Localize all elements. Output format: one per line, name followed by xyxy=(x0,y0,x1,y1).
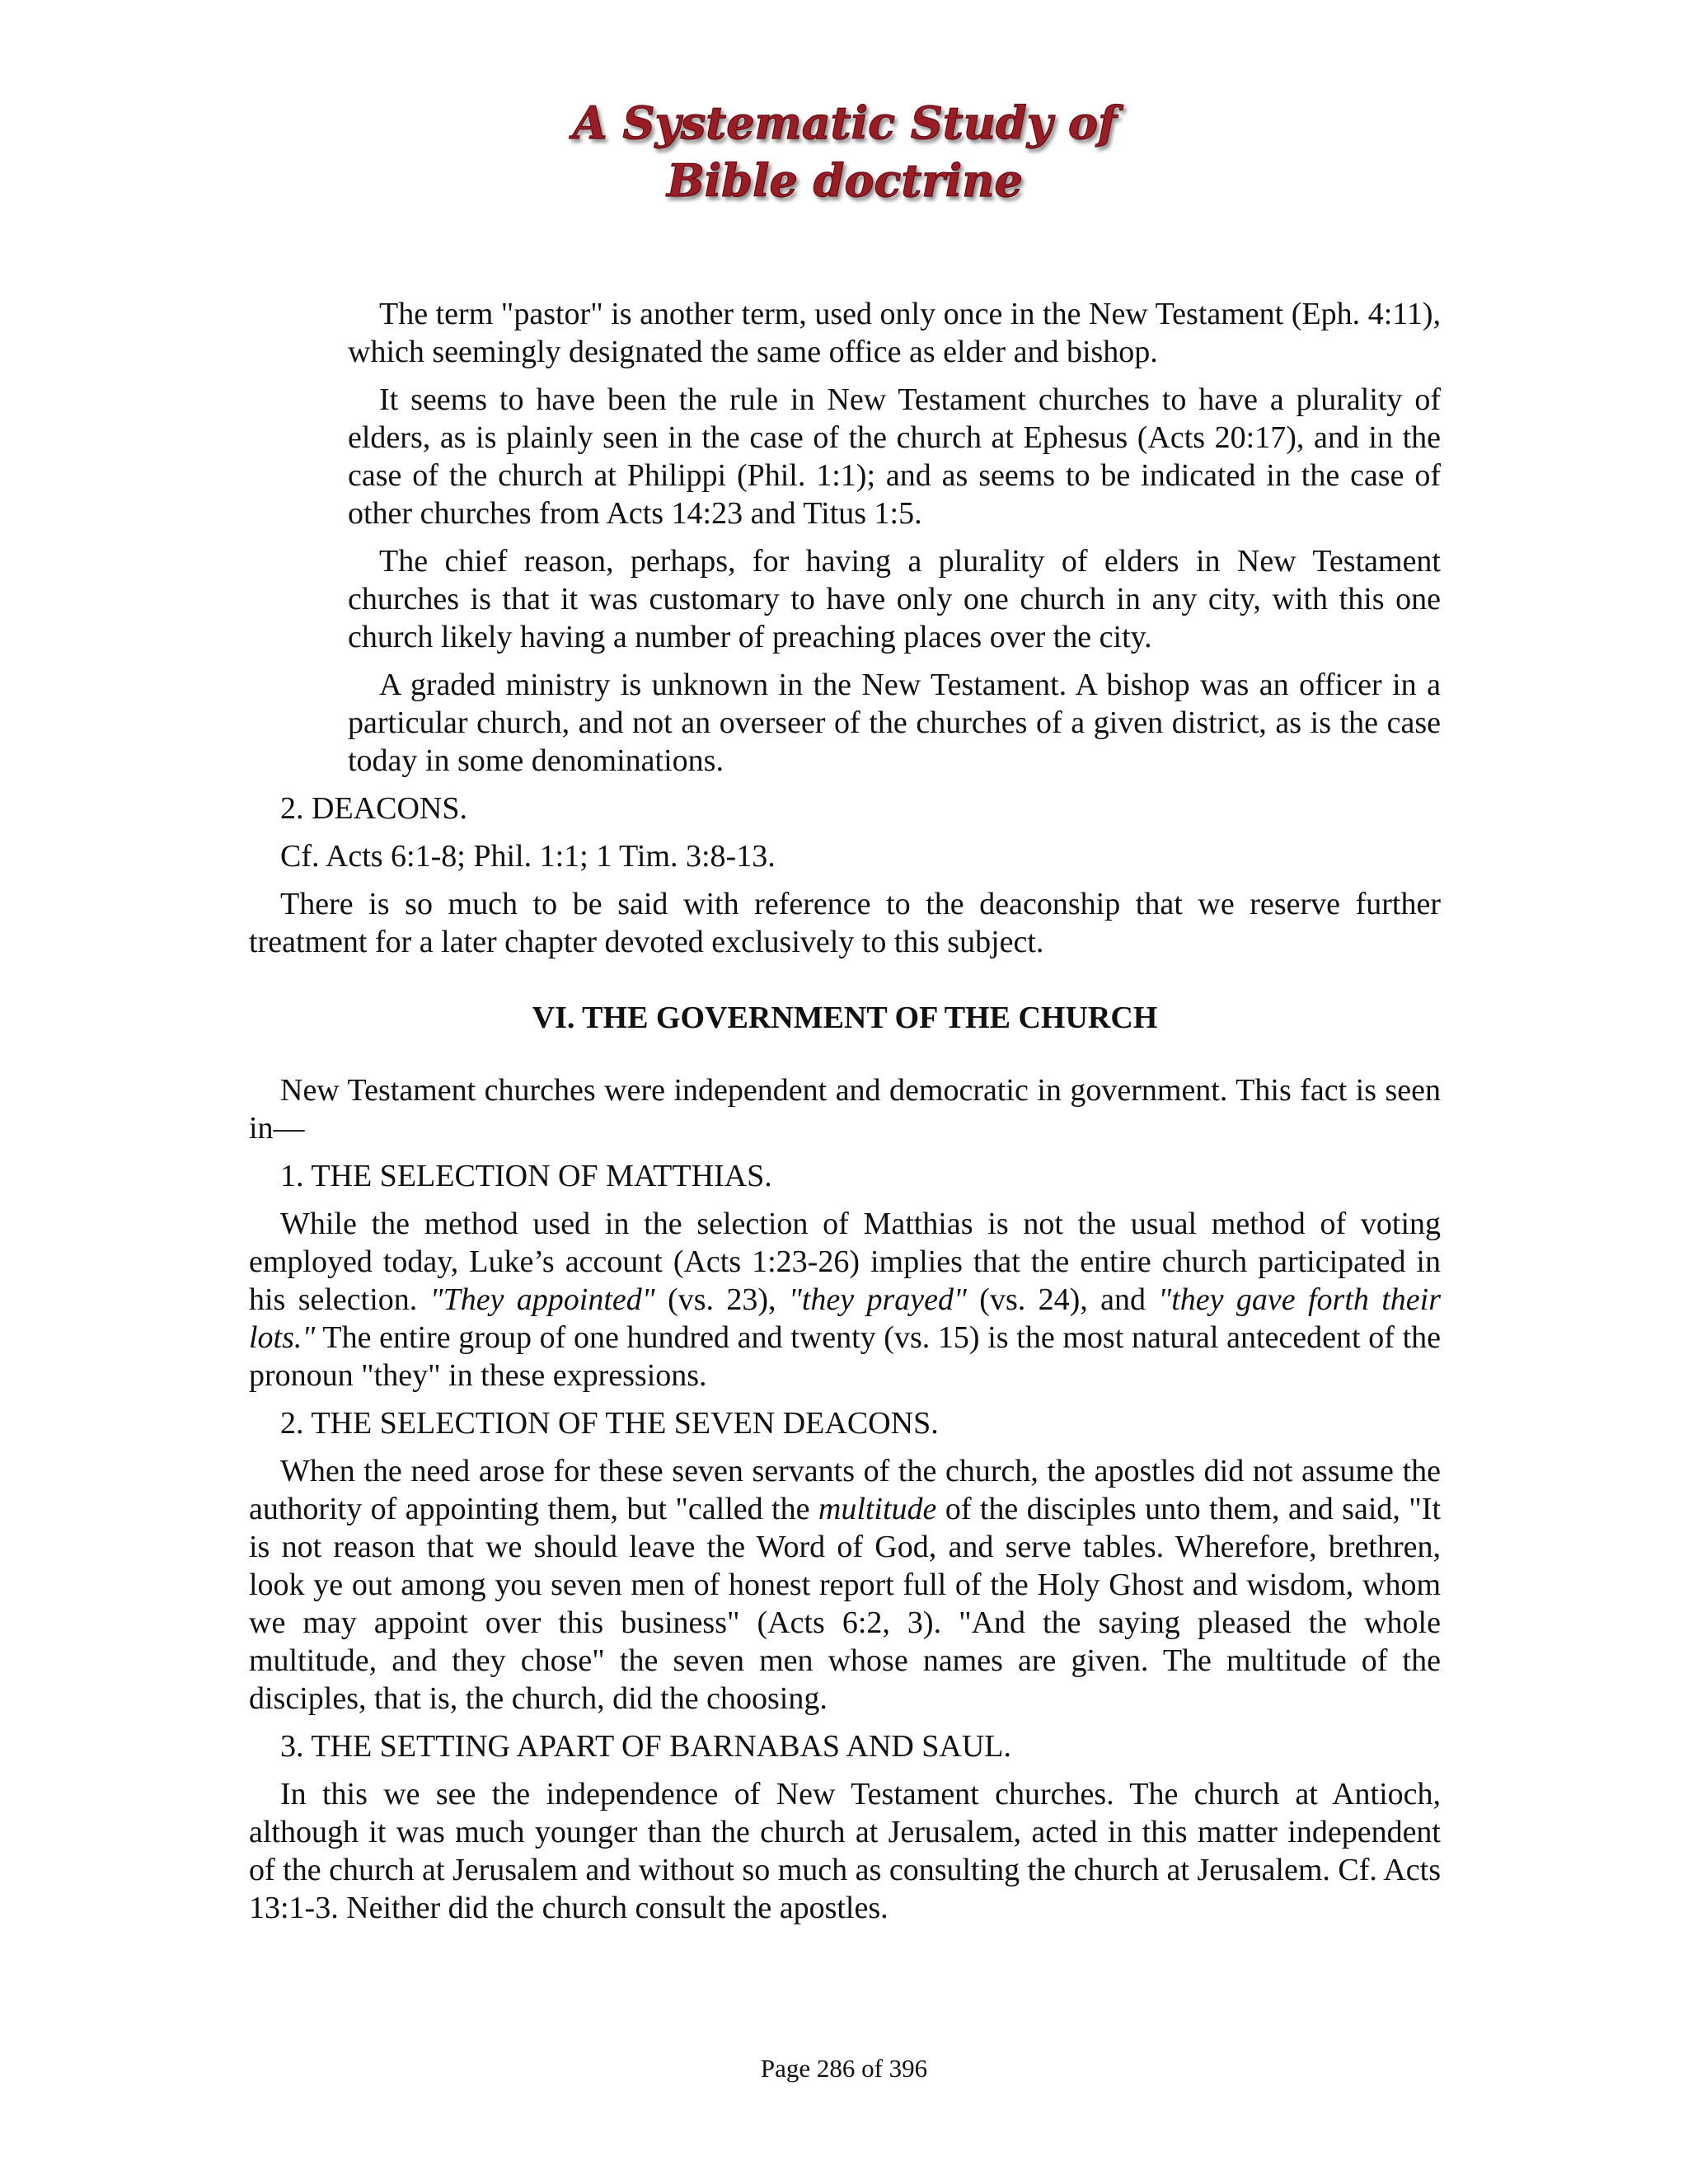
paragraph-graded-ministry: A graded ministry is unknown in the New Testament. A bishop was an officer in a particular church, and not an overseer of the churches of a given district, as is the case today in some denominations. xyxy=(348,668,1441,778)
subheading-barnabas-saul: 3. THE SETTING APART OF BARNABAS AND SAUL. xyxy=(280,1729,1011,1764)
paragraph-antioch: In this we see the independence of New Testament churches. The church at Antioch, although it was much younger than the church at Jerusalem, acted in this matter independent of the church at Jerusalem and without so much as consulting the church at Jerusalem. Cf. Acts 13:1-3. Neither did the church consult the apostles. xyxy=(249,1777,1441,1925)
subheading-matthias: 1. THE SELECTION OF MATTHIAS. xyxy=(280,1159,772,1193)
paragraph-government-intro: New Testament churches were independent and democratic in government. This fact is seen in— xyxy=(249,1073,1441,1146)
paragraph-cf-references: Cf. Acts 6:1-8; Phil. 1:1; 1 Tim. 3:8-13. xyxy=(280,839,776,874)
logo-line-2: Bible doctrine xyxy=(667,154,1023,207)
paragraph-deaconship: There is so much to be said with reference to the deaconship that we reserve further treatment for a later chapter devoted exclusively to this subject. xyxy=(249,887,1441,959)
page-body xyxy=(249,295,1441,1937)
paragraph-matthias: While the method used in the selection of Matthias is not the usual method of voting employed today, Luke’s account (Acts 1:23-26) implies that the entire church participated in his selection. "They appointed" (vs. 23), "they prayed" (vs. 24), and "they gave forth their lots." The entire group of one hundred and twenty (vs. 15) is the most natural antecedent of the pronoun "they" in these expressions. xyxy=(249,1207,1441,1393)
paragraph-pastor: The term "pastor" is another term, used only once in the New Testament (Eph. 4:11), which seemingly designated the same office as elder and bishop. xyxy=(348,297,1441,369)
paragraph-plurality: It seems to have been the rule in New Testament churches to have a plurality of elders, as is plainly seen in the case of the church at Ephesus (Acts 20:17), and in the case of the church at Philippi (Phil. 1:1); and as seems to be indicated in the case of other churches from Acts 14:23 and Titus 1:5. xyxy=(348,382,1441,531)
subheading-deacons: 2. DEACONS. xyxy=(280,791,467,826)
page-number: Page 286 of 396 xyxy=(760,2054,928,2083)
book-title-logo xyxy=(495,91,1195,223)
paragraph-chief-reason: The chief reason, perhaps, for having a plurality of elders in New Testament churches is that it was customary to have only one church in any city, with this one church likely having a number of preaching places over the city. xyxy=(348,544,1441,654)
logo-line-1: A Systematic Study of xyxy=(572,96,1118,149)
paragraph-seven-deacons: When the need arose for these seven servants of the church, the apostles did not assume the authority of appointing them, but "called the multitude of the disciples unto them, and said, "It is not reason that we should leave the Word of God, and serve tables. Wherefore, brethren, look ye out among you seven men of honest report full of the Holy Ghost and wisdom, whom we may appoint over this business" (Acts 6:2, 3). "And the saying pleased the whole multitude, and they chose" the seven men whose names are given. The multitude of the disciples, that is, the church, did the choosing. xyxy=(249,1454,1442,1716)
subheading-seven-deacons: 2. THE SELECTION OF THE SEVEN DEACONS. xyxy=(280,1406,939,1441)
section-title: VI. THE GOVERNMENT OF THE CHURCH xyxy=(532,1001,1158,1035)
